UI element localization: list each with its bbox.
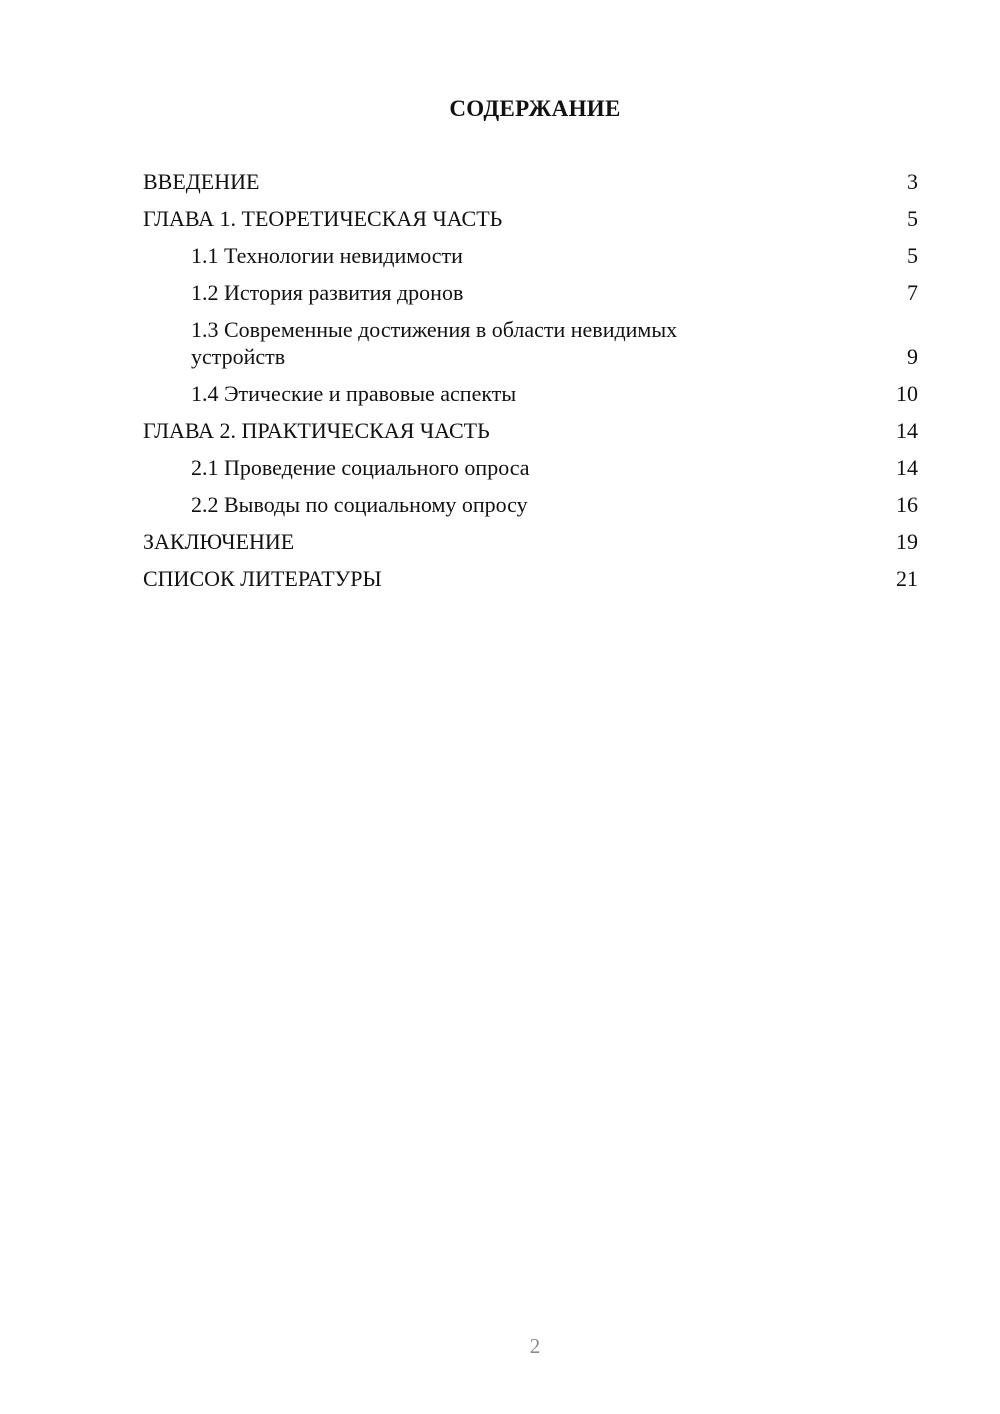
toc-entry-references[interactable] — [143, 565, 918, 592]
toc-title: СОДЕРЖАНИЕ — [449, 96, 621, 121]
toc-entry-section-2-1[interactable] — [143, 454, 918, 481]
toc-entry-label: ЗАКЛЮЧЕНИЕ — [143, 529, 295, 554]
toc-entry-label: 1.3 Современные достижения в области невидимых устройств — [191, 317, 678, 369]
toc-entry-page: 5 — [907, 206, 918, 231]
toc-entry-section-1-1[interactable] — [143, 242, 918, 269]
toc-entry-section-1-4[interactable] — [143, 380, 918, 407]
toc-entry-page: 14 — [896, 418, 918, 443]
toc-entry-section-2-2[interactable] — [143, 491, 918, 518]
toc-entry-introduction[interactable] — [143, 168, 918, 195]
toc-entry-label: СПИСОК ЛИТЕРАТУРЫ — [143, 566, 382, 591]
toc-entry-label: 1.1 Технологии невидимости — [191, 243, 463, 268]
toc-entry-label: ВВЕДЕНИЕ — [143, 169, 260, 194]
toc-entry-conclusion[interactable] — [143, 528, 918, 555]
toc-entry-label: 2.2 Выводы по социальному опросу — [191, 492, 528, 517]
toc-entry-label: ГЛАВА 1. ТЕОРЕТИЧЕСКАЯ ЧАСТЬ — [143, 206, 503, 231]
toc-entry-label: 1.2 История развития дронов — [191, 280, 464, 305]
toc-entry-section-1-3[interactable] — [143, 316, 918, 370]
toc-entry-page: 16 — [896, 492, 918, 517]
toc-entry-section-1-2[interactable] — [143, 279, 918, 306]
toc-entry-label: ГЛАВА 2. ПРАКТИЧЕСКАЯ ЧАСТЬ — [143, 418, 490, 443]
toc-entry-chapter-2[interactable] — [143, 417, 918, 444]
toc-entry-label: 1.4 Этические и правовые аспекты — [191, 381, 517, 406]
toc-entry-page: 9 — [907, 344, 918, 369]
toc-entry-page: 5 — [907, 243, 918, 268]
toc-entry-page: 21 — [896, 566, 918, 591]
toc-entry-page: 7 — [907, 280, 918, 305]
toc-entry-page: 3 — [907, 169, 918, 194]
table-of-contents — [143, 168, 918, 602]
toc-entry-page: 10 — [896, 381, 918, 406]
toc-entry-chapter-1[interactable] — [143, 205, 918, 232]
toc-entry-page: 14 — [896, 455, 918, 480]
toc-entry-label: 2.1 Проведение социального опроса — [191, 455, 530, 480]
page-number: 2 — [529, 1334, 541, 1358]
toc-entry-page: 19 — [896, 529, 918, 554]
